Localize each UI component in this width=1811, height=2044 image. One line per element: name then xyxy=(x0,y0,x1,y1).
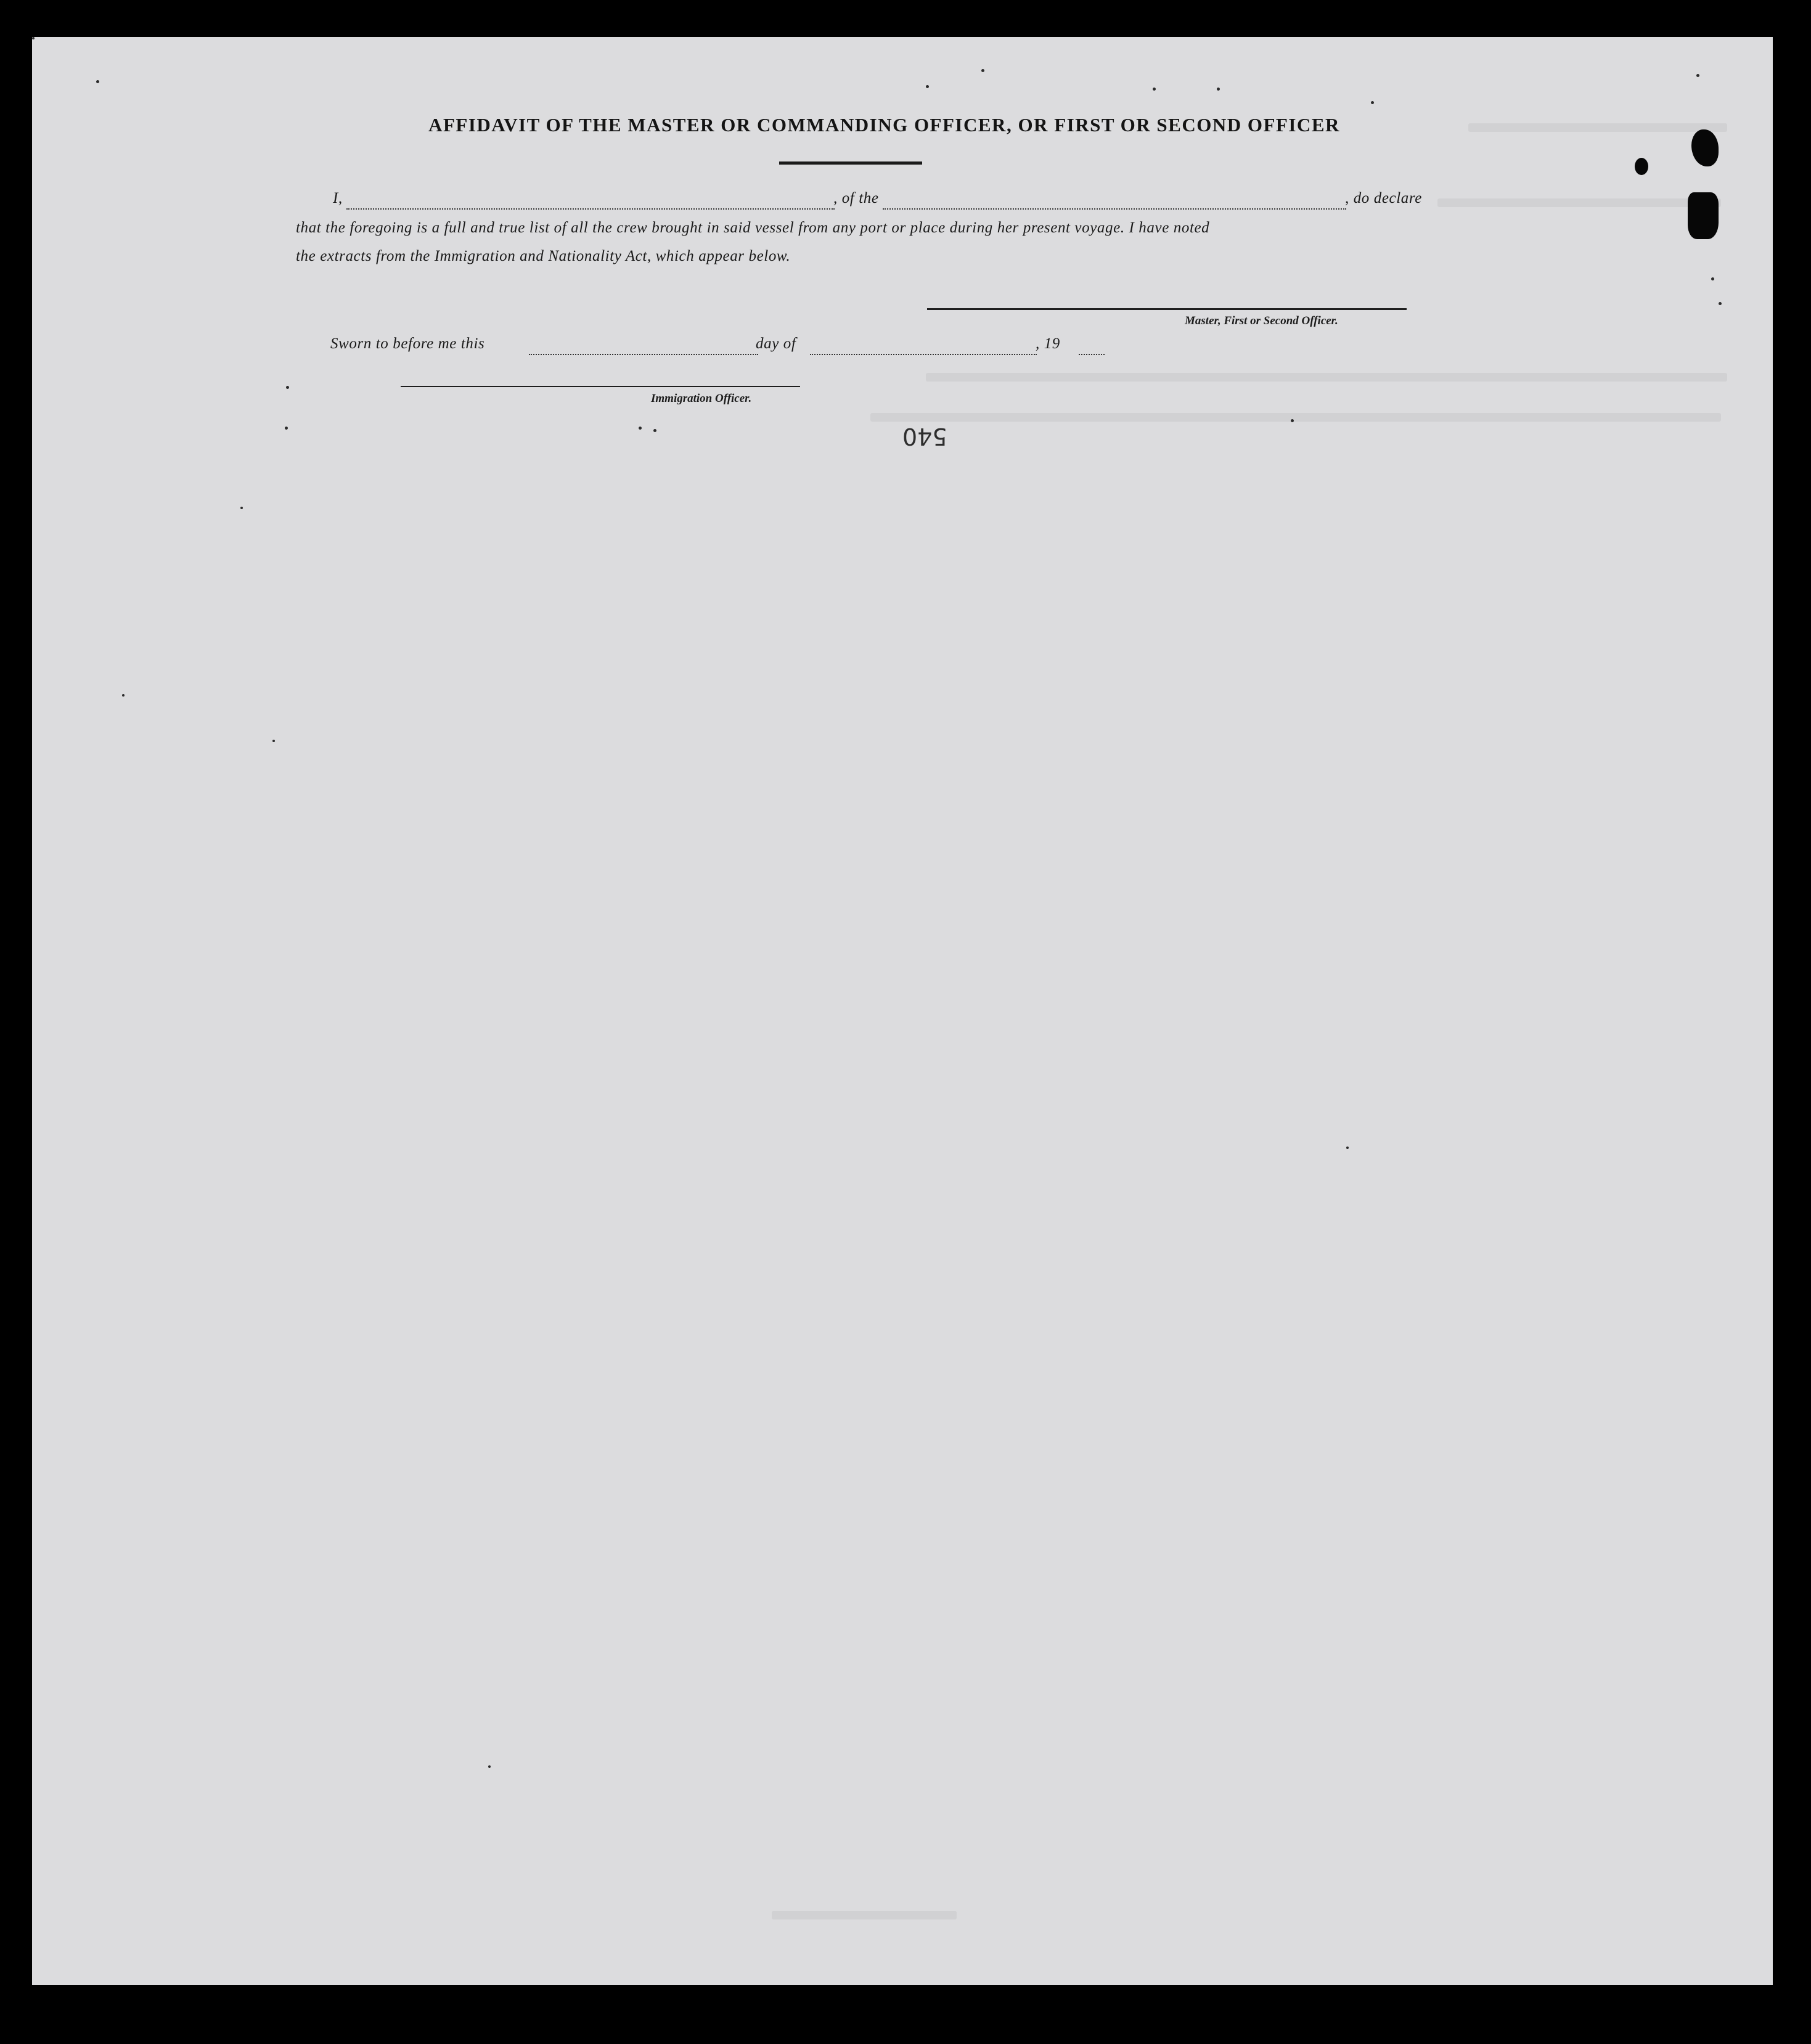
declaration-line-2: that the foregoing is a full and true list of all the crew brought in said vessel from any port or place during her present voyage. I have noted xyxy=(296,219,1210,236)
speck xyxy=(240,507,243,509)
immigration-officer-caption: Immigration Officer. xyxy=(651,392,752,405)
speck xyxy=(285,427,288,430)
sworn-prefix: Sworn to before me this xyxy=(330,335,485,352)
ink-blot xyxy=(1688,192,1719,239)
speck xyxy=(32,37,35,39)
speck xyxy=(286,386,289,389)
speck xyxy=(981,69,984,72)
of-the-text: , of the xyxy=(833,190,879,206)
ink-blot xyxy=(1635,158,1648,175)
speck xyxy=(1711,277,1714,280)
speck xyxy=(122,694,125,697)
document-page xyxy=(32,37,1773,1985)
bleed-through-mark xyxy=(870,413,1721,422)
speck xyxy=(1217,88,1220,91)
speck xyxy=(926,85,929,88)
handwritten-mark: 540 xyxy=(902,423,947,450)
speck xyxy=(653,429,656,432)
day-of-text: day of xyxy=(756,335,796,352)
do-declare-text: , do declare xyxy=(1345,190,1422,206)
sworn-day-field[interactable] xyxy=(529,354,758,355)
vessel-name-field[interactable] xyxy=(883,208,1346,210)
affidavit-title: AFFIDAVIT OF THE MASTER OR COMMANDING OFFICER, OR FIRST OR SECOND OFFICER xyxy=(428,114,1340,136)
speck xyxy=(1153,88,1156,91)
declarant-name-field[interactable] xyxy=(346,208,835,210)
declarant-prefix: I, xyxy=(333,190,343,206)
master-signature-caption: Master, First or Second Officer. xyxy=(1185,314,1338,327)
speck xyxy=(1346,1147,1349,1149)
bleed-through-mark xyxy=(926,373,1727,382)
speck xyxy=(488,1765,491,1768)
bleed-through-mark xyxy=(772,1911,957,1919)
speck xyxy=(272,740,275,742)
immigration-officer-signature-line[interactable] xyxy=(401,386,800,387)
sworn-year-field[interactable] xyxy=(1079,354,1105,355)
master-signature-line[interactable] xyxy=(927,308,1407,310)
title-underline xyxy=(779,161,922,165)
declaration-line-3: the extracts from the Immigration and Nationality Act, which appear below. xyxy=(296,248,791,264)
speck xyxy=(639,427,642,430)
speck xyxy=(1291,419,1294,422)
speck xyxy=(1719,302,1722,305)
speck xyxy=(1371,101,1374,104)
ink-blot xyxy=(1691,129,1719,166)
year-prefix: , 19 xyxy=(1036,335,1060,352)
speck xyxy=(1696,74,1699,77)
sworn-month-field[interactable] xyxy=(810,354,1037,355)
speck xyxy=(96,80,99,83)
bleed-through-mark xyxy=(1437,198,1721,207)
